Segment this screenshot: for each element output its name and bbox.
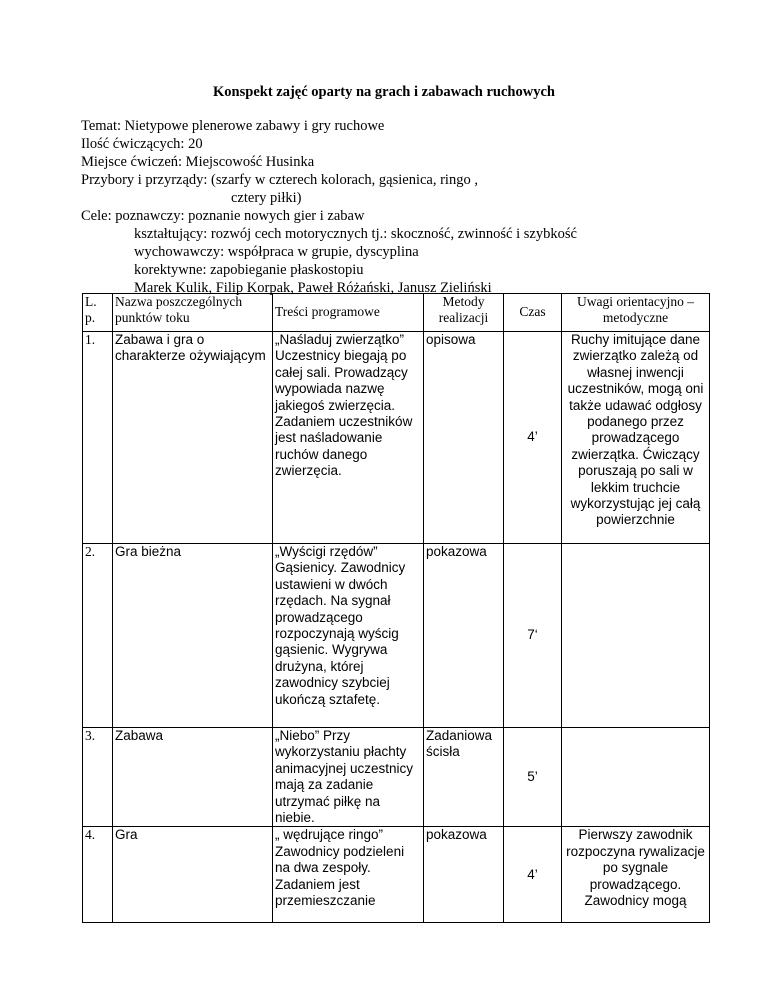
lesson-plan-table [82,293,710,923]
location-line: Miejsce ćwiczeń: Miejscowość Husinka [81,154,315,170]
row-notes [562,728,710,827]
row-name: Zabawa i gra o charakterze ożywiającym [113,332,273,544]
table-row [83,728,710,827]
row-method: Zadaniowa ścisła [424,728,504,827]
table-row [83,332,710,544]
table-header-row [83,294,710,332]
equipment-line: Przybory i przyrządy: (szarfy w czterech kolorach, gąsienica, ringo , [81,172,478,188]
row-time: 4’ [504,332,562,544]
row-method: pokazowa [424,544,504,728]
row-time: 4’ [504,827,562,923]
row-content: „ wędrujące ringo” Zawodnicy podzieleni na dwa zespoły. Zadaniem jest przemieszczanie [273,827,424,923]
row-content: „Naśladuj zwierzątko” Uczestnicy biegają po całej sali. Prowadzący wypowiada nazwę jakiegoś zwierzęcia. Zadaniem uczestników jest naśladowanie ruchów danego zwierzęcia. [273,332,424,544]
document-header [81,117,577,297]
row-notes: Ruchy imitujące dane zwierzątko zależą od własnej inwencji uczestników, mogą oni także udawać odgłosy podanego przez prowadzącego zwierzątka. Ćwiczący poruszają po sali w lekkim truchcie wykorzystując jej całą powierzchnie [562,332,710,544]
goal-shaping: kształtujący: rozwój cech motorycznych tj.: skoczność, zwinność i szybkość [134,226,577,242]
row-content: „Wyścigi rzędów” Gąsienicy. Zawodnicy ustawieni w dwóch rzędach. Na sygnał prowadzącego rozpoczynają wyścig gąsienic. Wygrywa drużyna, której zawodnicy szybciej ukończą sztafetę. [273,544,424,728]
equipment-line-continued: cztery piłki) [231,190,302,206]
header-name: Nazwa poszczególnych punktów toku [113,294,273,332]
row-time: 5’ [504,728,562,827]
row-name: Gra bieżna [113,544,273,728]
row-number: 1. [83,332,113,544]
row-content: „Niebo” Przy wykorzystaniu płachty animacyjnej uczestnicy mają za zadanie utrzymać piłkę na niebie. [273,728,424,827]
header-notes: Uwagi orientacyjno – metodyczne [562,294,710,332]
row-method: opisowa [424,332,504,544]
table-row [83,827,710,923]
goals-line: Cele: poznawczy: poznanie nowych gier i zabaw [81,208,365,224]
row-notes [562,544,710,728]
row-name: Gra [113,827,273,923]
header-time: Czas [504,294,562,332]
row-notes: Pierwszy zawodnik rozpoczyna rywalizacje po sygnale prowadzącego. Zawodnicy mogą [562,827,710,923]
header-methods: Metody realizacji [424,294,504,332]
table-row [83,544,710,728]
document-title: Konspekt zajęć oparty na grach i zabawach ruchowych [213,84,555,100]
row-name: Zabawa [113,728,273,827]
row-method: pokazowa [424,827,504,923]
goal-educational: wychowawczy: współpraca w grupie, dyscyplina [134,244,419,260]
header-content: Treści programowe [273,294,424,332]
row-number: 3. [83,728,113,827]
authors-line: Marek Kulik, Filip Korpak, Paweł Różański, Janusz Zieliński [134,280,492,296]
participants-line: Ilość ćwiczących: 20 [81,136,203,152]
row-number: 2. [83,544,113,728]
header-lp: L. p. [83,294,113,332]
row-time: 7‘ [504,544,562,728]
topic-line: Temat: Nietypowe plenerowe zabawy i gry ruchowe [81,118,385,134]
goal-corrective: korektywne: zapobieganie płaskostopiu [134,262,364,278]
row-number: 4. [83,827,113,923]
